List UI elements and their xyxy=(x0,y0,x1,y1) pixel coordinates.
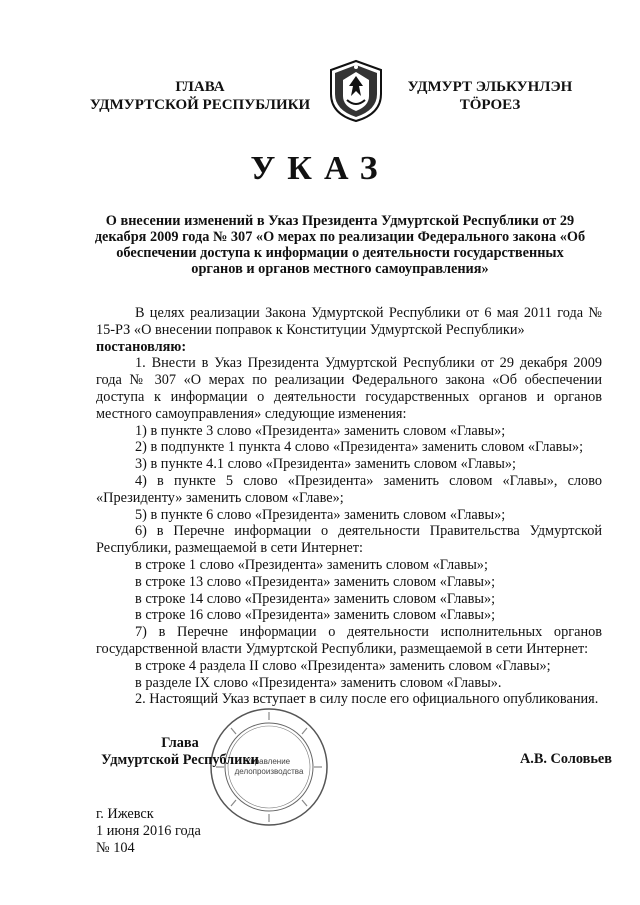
item-2: 2. Настоящий Указ вступает в силу после его официального опубликования. xyxy=(135,691,599,708)
item-1-intro: 1. Внести в Указ Президента Удмуртской Республики от 29 декабря 2009 года № 307 «О мерах по реализации Федерального закона «Об обеспечении доступа к информации о деятельности государственных органов и органов местного самоуправления» следующие изменения: xyxy=(96,355,602,422)
header-left-line2: УДМУРТСКОЙ РЕСПУБЛИКИ xyxy=(89,97,311,113)
stamp-text-line1: Управление xyxy=(245,757,291,766)
subitem-7-line: в строке 4 раздела II слово «Президента» заменить словом «Главы»; xyxy=(135,657,551,674)
subitem-3: 3) в пункте 4.1 слово «Президента» заменить словом «Главы»; xyxy=(135,456,516,473)
subitem-7: 7) в Перечне информации о деятельности исполнительных органов государственной власти Удмуртской Республики, размещаемой в сети Интернет: xyxy=(96,624,602,657)
signatory-name: А.В. Соловьев xyxy=(519,751,612,767)
subitem-7-line: в разделе IX слово «Президента» заменить словом «Главы». xyxy=(135,674,502,691)
header-right-line1: УДМУРТ ЭЛЬКУНЛЭН xyxy=(407,79,573,95)
subitem-6-line: в строке 16 слово «Президента» заменить словом «Главы»; xyxy=(135,607,496,624)
city: г. Ижевск xyxy=(96,806,154,822)
preamble: В целях реализации Закона Удмуртской Республики от 6 мая 2011 года № 15-РЗ «О внесении поправок к Конституции Удмуртской Республики» постановляю: xyxy=(96,305,602,355)
header-right xyxy=(400,78,580,114)
decree-date: 1 июня 2016 года xyxy=(96,823,201,839)
decree-number: № 104 xyxy=(96,840,135,856)
subitem-6: 6) в Перечне информации о деятельности Правительства Удмуртской Республики, размещаемой в сети Интернет: xyxy=(96,523,602,557)
coat-of-arms-icon xyxy=(325,58,387,124)
signatory-title xyxy=(90,735,270,769)
header-left xyxy=(85,78,315,114)
subitem-6-line: в строке 13 слово «Президента» заменить словом «Главы»; xyxy=(135,573,496,590)
document-body xyxy=(96,305,602,708)
header-right-line2: ТӦРОЕЗ xyxy=(459,97,521,113)
signatory-title-line1: Глава xyxy=(161,735,199,751)
decree-word: постановляю: xyxy=(96,338,187,355)
subitem-2: 2) в подпункте 1 пункта 4 слово «Президента» заменить словом «Главы»; xyxy=(135,439,584,456)
subitem-6-line: в строке 1 слово «Президента» заменить словом «Главы»; xyxy=(135,556,488,573)
document-subject: О внесении изменений в Указ Президента Удмуртской Республики от 29 декабря 2009 года № 307 «О мерах по реализации Федерального закона «Об обеспечении доступа к информации о деятельности государственных органов и органов местного самоуправления» xyxy=(94,213,586,277)
stamp-text-line2: делопроизводства xyxy=(234,767,304,776)
header-left-line1: ГЛАВА xyxy=(175,79,225,95)
subitem-1: 1) в пункте 3 слово «Президента» заменить словом «Главы»; xyxy=(135,422,506,439)
subitem-5: 5) в пункте 6 слово «Президента» заменить словом «Главы»; xyxy=(135,506,506,523)
signatory-title-line2: Удмуртской Республики xyxy=(101,752,259,768)
subitem-6-line: в строке 14 слово «Президента» заменить словом «Главы»; xyxy=(135,590,496,607)
place-date-number xyxy=(96,806,201,857)
subitem-4: 4) в пункте 5 слово «Президента» заменить словом «Главы», слово «Президенту» заменить словом «Главе»; xyxy=(96,472,602,506)
document-title: УКАЗ xyxy=(250,150,390,187)
